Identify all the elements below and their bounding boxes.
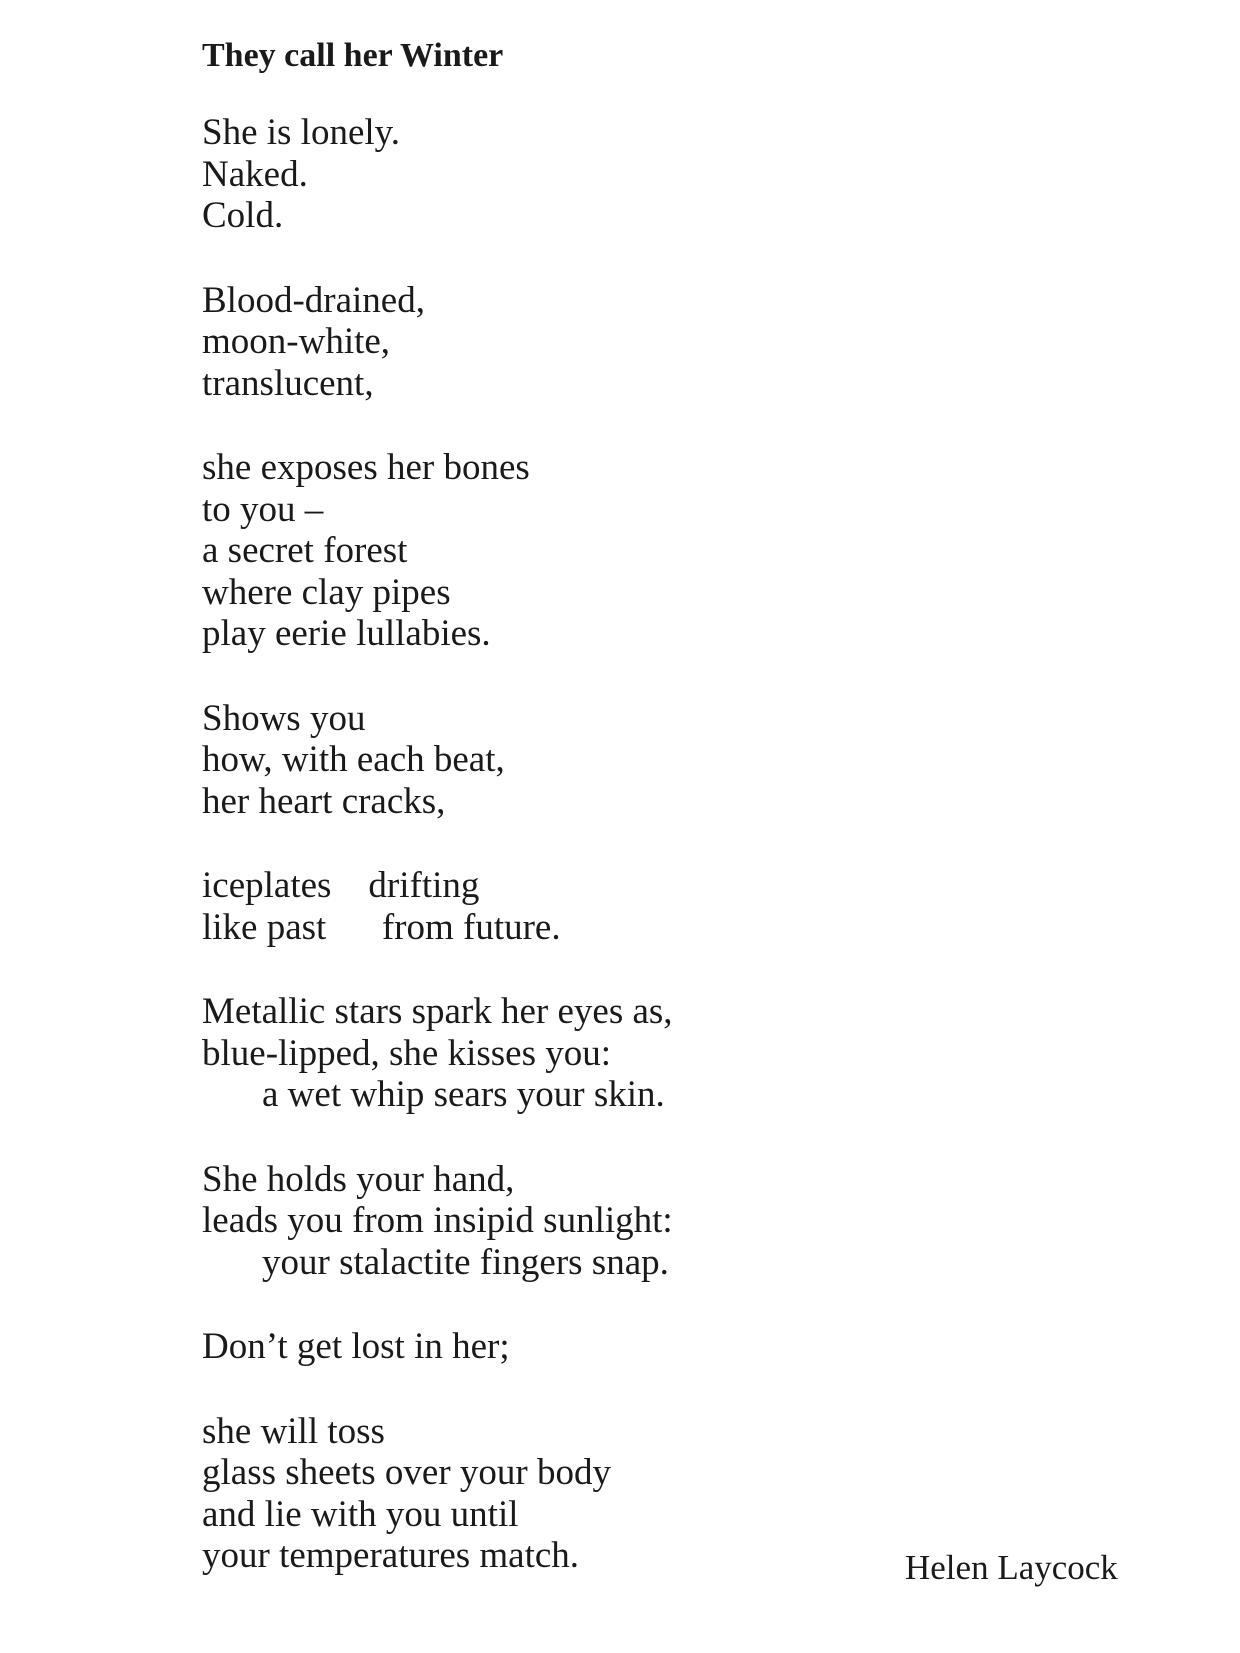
poem-line-indented: a wet whip sears your skin. bbox=[262, 1074, 665, 1115]
stanza-3 bbox=[202, 447, 962, 655]
poem-line: iceplates drifting bbox=[202, 865, 480, 906]
poem-line: your temperatures match. bbox=[202, 1535, 580, 1576]
poem-line: play eerie lullabies. bbox=[202, 613, 491, 654]
poem-line: blue-lipped, she kisses you: bbox=[202, 1032, 612, 1074]
poem-line: like past from future. bbox=[202, 906, 561, 948]
poem-line: leads you from insipid sunlight: bbox=[202, 1200, 673, 1241]
poem-line: how, with each beat, bbox=[202, 739, 505, 780]
poem-title: They call her Winter bbox=[202, 37, 504, 74]
poem-line: and lie with you until bbox=[202, 1493, 519, 1535]
poem-line: Shows you bbox=[202, 697, 366, 739]
stanza-2 bbox=[202, 280, 962, 405]
poem-body bbox=[202, 112, 962, 1620]
poem-line: translucent, bbox=[202, 362, 374, 404]
poem-line: her heart cracks, bbox=[202, 780, 446, 822]
poem-line: Blood-drained, bbox=[202, 279, 425, 321]
poem-line: She is lonely. bbox=[202, 112, 401, 153]
poem-line: she will toss bbox=[202, 1410, 385, 1452]
poem-line: where clay pipes bbox=[202, 571, 451, 613]
stanza-4 bbox=[202, 698, 962, 823]
poem-line: a secret forest bbox=[202, 530, 408, 571]
poem-line: Cold. bbox=[202, 195, 284, 236]
poem-line: glass sheets over your body bbox=[202, 1452, 611, 1493]
poem-line: Metallic stars spark her eyes as, bbox=[202, 991, 673, 1032]
poem-line: she exposes her bones bbox=[202, 447, 530, 488]
author-name: Helen Laycock bbox=[905, 1548, 1118, 1587]
stanza-5 bbox=[202, 865, 962, 948]
poem-line: moon-white, bbox=[202, 321, 391, 362]
stanza-8 bbox=[202, 1326, 962, 1368]
stanza-9 bbox=[202, 1411, 962, 1577]
poem-line: to you – bbox=[202, 488, 324, 530]
stanza-6 bbox=[202, 991, 962, 1116]
poem-line: She holds your hand, bbox=[202, 1158, 515, 1200]
poem-line-indented: your stalactite fingers snap. bbox=[262, 1241, 669, 1283]
poem-line: Naked. bbox=[202, 153, 308, 195]
stanza-1 bbox=[202, 112, 962, 237]
poem-line: Don’t get lost in her; bbox=[202, 1326, 510, 1367]
stanza-7 bbox=[202, 1159, 962, 1284]
